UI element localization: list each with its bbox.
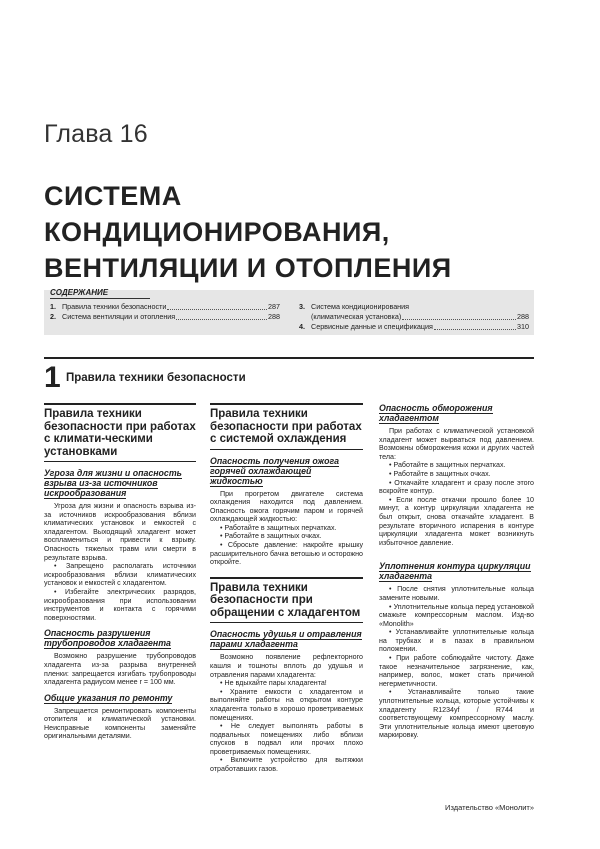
- subsection-heading: Правила техники безопасности при работах с системой охлаждения: [210, 403, 363, 450]
- chapter-title: [44, 178, 452, 286]
- paragraph: Возможно разрушение трубопроводов хладагента из-за разрыва внутренней пленки: запрещается изгибать трубопроводы хладагента радиусом менее r = 100 мм.: [44, 652, 196, 687]
- subsection-heading: Правила техники безопасности при работах с климати-ческими установками: [44, 403, 196, 462]
- paragraph: При работах с климатической установкой хладагент может вырваться под давлением. Возможны обморожения кожи и других частей тела:: [379, 427, 534, 461]
- title-line: КОНДИЦИОНИРОВАНИЯ,: [44, 217, 390, 247]
- bullet: • Откачайте хладагент и сразу после этого вскройте контур.: [379, 478, 534, 496]
- topic-heading: Угроза для жизни и опасность взрыва из-за источников искрообразования: [44, 468, 182, 498]
- title-line: СИСТЕМА: [44, 181, 182, 211]
- subsection-heading: Правила техники безопасности при обращении с хладагентом: [210, 577, 363, 624]
- title-line: ВЕНТИЛЯЦИИ И ОТОПЛЕНИЯ: [44, 253, 452, 283]
- section-number: 1: [44, 361, 61, 394]
- table-of-contents: [44, 290, 534, 335]
- bullet: • Работайте в защитных очках.: [389, 469, 491, 478]
- topic-heading: Общие указания по ремонту: [44, 692, 173, 703]
- column-right: [379, 403, 534, 740]
- bullet: • Работайте в защитных перчатках.: [389, 461, 506, 470]
- bullet: • Уплотнительные кольца перед установкой смажьте компрессорным маслом. Изд-во «Monolith»: [379, 602, 534, 628]
- bullet: • Работайте в защитных перчатках.: [220, 523, 337, 532]
- column-left: [44, 403, 196, 741]
- paragraph: При прогретом двигателе система охлаждения находится под давлением. Опасность ожога горячим паром и горячей охлаждающей жидкостью:: [210, 489, 363, 524]
- toc-entry[interactable]: 3. Система кондиционирования: [299, 302, 410, 311]
- bullet: • Запрещено располагать источники искрообразования вблизи климатических установок и емкостей с хладагентом.: [44, 562, 196, 588]
- topic-heading: Опасность удушья и отравления парами хладагента: [210, 629, 362, 650]
- bullet: • Не вдыхайте пары хладагента!: [220, 679, 327, 688]
- bullet: • Устанавливайте уплотнительные кольца на трубках и в пазах в правильном положении.: [379, 628, 534, 654]
- bullet: • Сбросьте давление: накройте крышку расширительного бачка ветошью и осторожно откройте.: [210, 541, 363, 567]
- section-title: Правила техники безопасности: [66, 372, 246, 384]
- toc-divider: [50, 298, 150, 299]
- paragraph: Угроза для жизни и опасность взрыва из-за источников искрообразования вблизи климатических установок и емкостей с хладагентом. Выходящий хладагент может воспламениться и привести к взрыву. Опасность тяжелых травм или смерти в результате взрыва.: [44, 502, 196, 562]
- topic-heading: Опасность получения ожога горячей охлаждающей жидкостью: [210, 455, 339, 486]
- chapter-label: Глава 16: [44, 120, 148, 148]
- bullet: • Устанавливайте только такие уплотнительные кольца, которые устойчивы к хладагенту R1234yf / R744 и соответствующему компрессорному маслу. Эти уплотнительные кольца имеют цветовую маркировку.: [379, 688, 534, 740]
- bullet: • Храните емкости с хладагентом и выполняйте работы на открытом контуре хладагента только в хорошо проветриваемых помещениях.: [210, 687, 363, 722]
- bullet: • Работайте в защитных очках.: [220, 532, 322, 541]
- section-rule: [44, 357, 534, 359]
- bullet: • Если после откачки прошло более 10 минут, а контур циркуляции хладагента не был открыт, снова откачайте хладагент. В результате вторичного испарения в контуре циркуляции хладагента может возникнуть избыточное давление.: [379, 495, 534, 547]
- bullet: • Избегайте электрических разрядов, искрообразования при использовании инструментов и контакта с горячими поверхностями.: [44, 587, 196, 622]
- publisher-footer: Издательство «Монолит»: [445, 803, 534, 812]
- topic-heading: Опасность обморожения хладагентом: [379, 403, 493, 423]
- paragraph: Запрещается ремонтировать компоненты отопителя и климатической установки. Неисправные компоненты заменяйте оригинальными деталями.: [44, 706, 196, 741]
- toc-entry[interactable]: 2. Система вентиляции и отопления 288: [50, 312, 280, 321]
- toc-column-left: [50, 302, 280, 322]
- toc-entry[interactable]: 4. Сервисные данные и спецификация 310: [299, 322, 529, 331]
- toc-entry[interactable]: (климатическая установка) 288: [311, 312, 529, 321]
- toc-column-right: [299, 302, 529, 332]
- paragraph: Возможно появление рефлекторного кашля и тошноты вплоть до удушья и отравления парами хладагента:: [210, 653, 363, 679]
- toc-heading: СОДЕРЖАНИЕ: [50, 288, 109, 297]
- bullet: • При работе соблюдайте чистоту. Даже такое незначительное загрязнение, как, например, волос, может стать причиной негерметичности.: [379, 654, 534, 688]
- bullet: • Не следует выполнять работы в подвальных помещениях либо вблизи спусков в подвал или прочих плохо проветриваемых помещениях.: [210, 722, 363, 756]
- toc-entry[interactable]: 1. Правила техники безопасности 287: [50, 302, 280, 311]
- topic-heading: Опасность разрушения трубопроводов хладагента: [44, 628, 171, 649]
- bullet: • Включите устройство для вытяжки отработавших газов.: [210, 756, 363, 774]
- bullet: • После снятия уплотнительные кольца замените новыми.: [379, 585, 534, 602]
- topic-heading: Уплотнения контура циркуляции хладагента: [379, 561, 531, 582]
- column-middle: [210, 403, 363, 774]
